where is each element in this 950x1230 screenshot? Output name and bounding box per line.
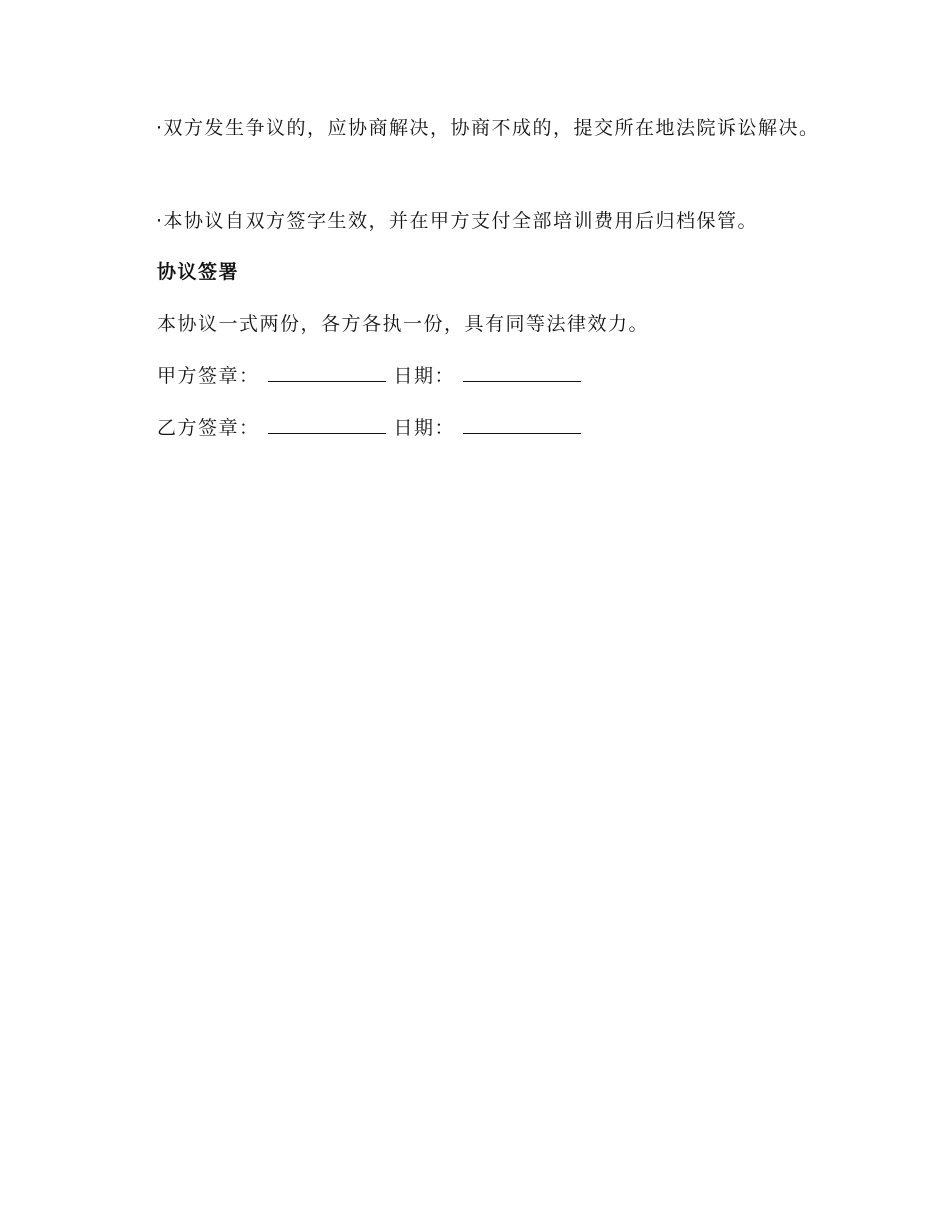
party-b-date-label: 日期：	[393, 417, 456, 439]
party-b-date-blank[interactable]	[463, 409, 581, 434]
party-b-signature-label: 乙方签章：	[157, 417, 260, 439]
copies-statement: 本协议一式两份，各方各执一份，具有同等法律效力。	[157, 313, 650, 335]
party-a-signature-blank[interactable]	[268, 357, 386, 382]
party-a-signature-row	[157, 355, 589, 397]
clause-dispute-resolution: ·双方发生争议的，应协商解决，协商不成的，提交所在地法院诉讼解决。	[156, 117, 820, 139]
section-heading-signing: 协议签署	[157, 261, 240, 283]
party-b-signature-blank[interactable]	[268, 409, 386, 434]
party-a-signature-label: 甲方签章：	[157, 365, 260, 387]
party-a-date-label: 日期：	[393, 365, 456, 387]
party-b-signature-row	[157, 407, 589, 449]
party-a-date-blank[interactable]	[463, 357, 581, 382]
clause-effectiveness: ·本协议自双方签字生效，并在甲方支付全部培训费用后归档保管。	[156, 210, 759, 232]
